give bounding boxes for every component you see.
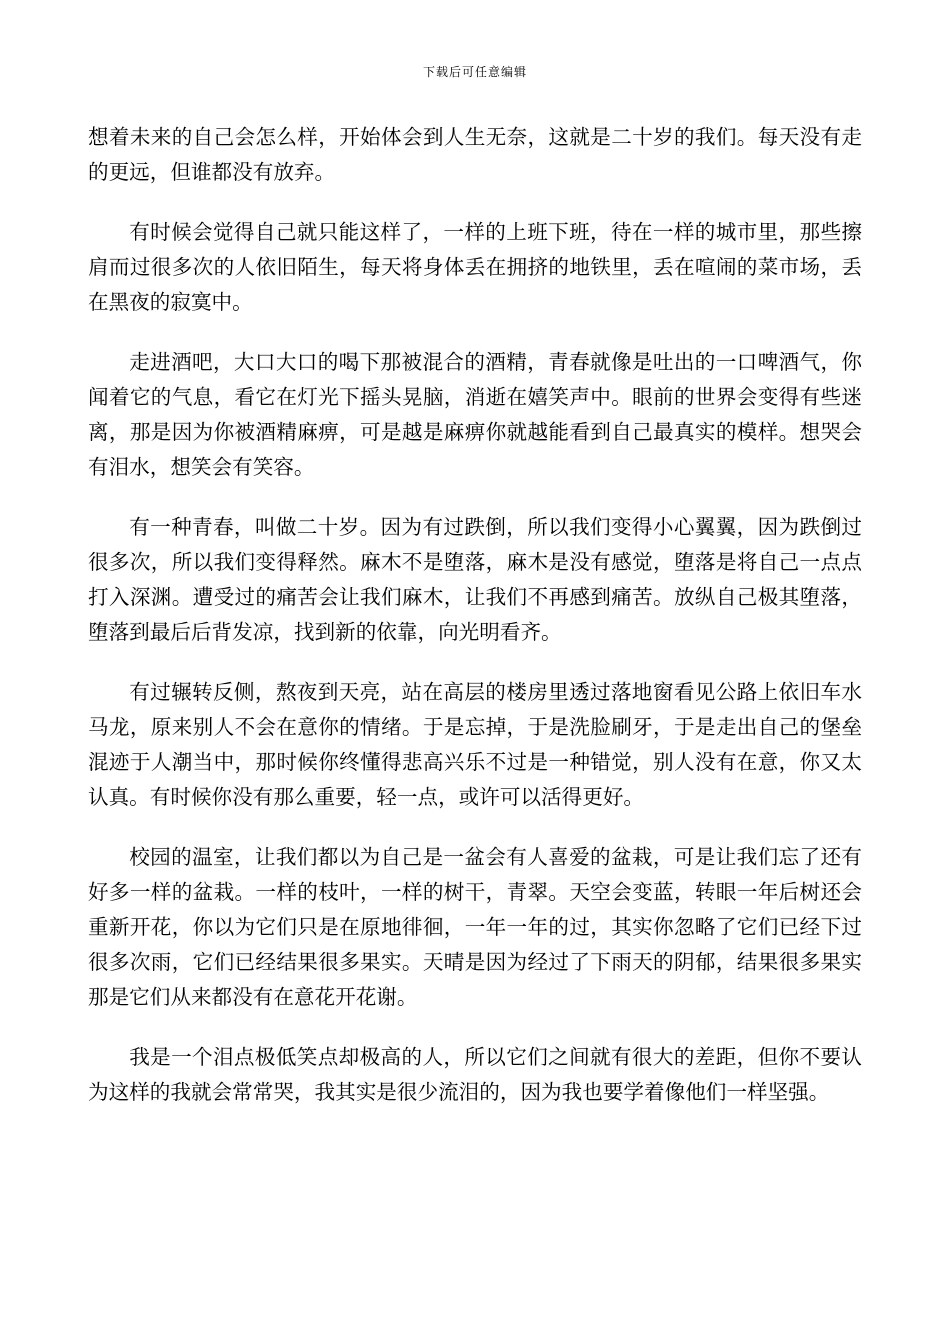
paragraph-6: 校园的温室，让我们都以为自己是一盆会有人喜爱的盆栽，可是让我们忘了还有好多一样的盆栽。一样的枝叶，一样的树干，青翠。天空会变蓝，转眼一年后树还会重新开花，你以为它们只是在原地徘徊，一年一年的过，其实你忽略了它们已经下过很多次雨，它们已经结果很多果实。天晴是因为经过了下雨天的阴郁，结果很多果实那是它们从来都没有在意花开花谢。 [88,845,862,1009]
paragraph-3: 走进酒吧，大口大口的喝下那被混合的酒精，青春就像是吐出的一口啤酒气，你闻着它的气息，看它在灯光下摇头晃脑，消逝在嬉笑声中。眼前的世界会变得有些迷离，那是因为你被酒精麻痹，可是越是麻痹你就越能看到自己最真实的模样。想哭会有泪水，想笑会有笑容。 [88,350,862,479]
paragraph-5: 有过辗转反侧，熬夜到天亮，站在高层的楼房里透过落地窗看见公路上依旧车水马龙，原来别人不会在意你的情绪。于是忘掉，于是洗脸刷牙，于是走出自己的堡垒混迹于人潮当中，那时候你终懂得悲高兴乐不过是一种错觉，别人没有在意，你又太认真。有时候你没有那么重要，轻一点，或许可以活得更好。 [88,680,862,809]
paragraph-4: 有一种青春，叫做二十岁。因为有过跌倒，所以我们变得小心翼翼，因为跌倒过很多次，所以我们变得释然。麻木不是堕落，麻木是没有感觉，堕落是将自己一点点打入深渊。遭受过的痛苦会让我们麻木，让我们不再感到痛苦。放纵自己极其堕落，堕落到最后后背发凉，找到新的依靠，向光明看齐。 [88,515,862,644]
document-body [88,120,862,1135]
page-header: 下载后可任意编辑 [422,65,527,79]
paragraph-1: 想着未来的自己会怎么样，开始体会到人生无奈，这就是二十岁的我们。每天没有走的更远，但谁都没有放弃。 [88,125,862,184]
paragraph-7: 我是一个泪点极低笑点却极高的人，所以它们之间就有很大的差距，但你不要认为这样的我就会常常哭，我其实是很少流泪的，因为我也要学着像他们一样坚强。 [88,1045,862,1104]
paragraph-2: 有时候会觉得自己就只能这样了，一样的上班下班，待在一样的城市里，那些擦肩而过很多次的人依旧陌生，每天将身体丢在拥挤的地铁里，丢在喧闹的菜市场，丢在黑夜的寂寞中。 [88,220,862,314]
